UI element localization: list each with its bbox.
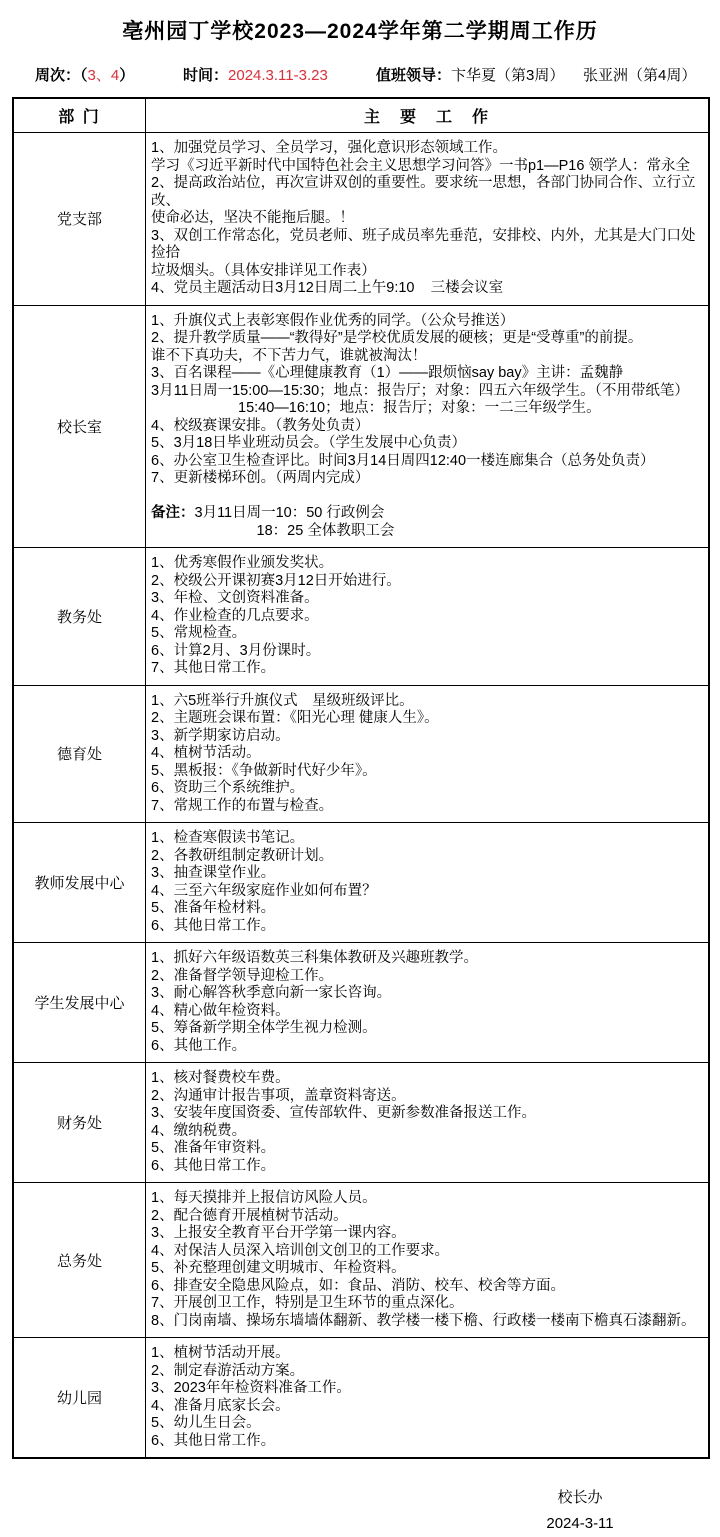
work-line: 1、优秀寒假作业颁发奖状。 [151,555,334,571]
work-line: 学习《习近平新时代中国特色社会主义思想学习问答》一书p1—P16 领学人：常永全 [151,157,690,174]
table-row [13,1063,709,1183]
work-line: 4、对保洁人员深入培训创文创卫的工作要求。 [151,1242,450,1259]
work-line: 1、核对餐费校车费。 [151,1070,290,1086]
work-line: 8、门岗南墙、操场东墙墙体翻新、教学楼一楼下檐、行政楼一楼南下檐真石漆翻新。 [151,1312,696,1329]
work-line: 5、准备年审资料。 [151,1140,276,1156]
work-line: 4、精心做年检资料。 [151,1002,290,1019]
work-line: 3、安装年度国资委、宣传部软件、更新参数准备报送工作。 [151,1105,537,1121]
work-line: 6、其他日常工作。 [151,1157,276,1174]
work-line: 6、其他工作。 [151,1037,247,1054]
department-cell: 教师发展中心 [13,823,146,943]
table-row [13,548,709,686]
work-items-cell [146,133,710,306]
work-items-cell [146,548,710,686]
work-line: 7、更新楼梯环创。（两周内完成） [151,470,370,486]
work-line: 18：25 全体教职工会 [151,522,395,539]
work-line: 3、耐心解答秋季意向新一家长咨询。 [151,985,392,1001]
work-line: 1、植树节活动开展。 [151,1345,290,1361]
work-line: 6、其他日常工作。 [151,917,276,934]
work-line: 1、加强党员学习、全员学习，强化意识形态领域工作。 [151,140,508,156]
table-row [13,133,709,306]
table-row [13,943,709,1063]
signature-office: 校长办 [557,1489,603,1506]
work-line: 5、3月18日毕业班动员会。（学生发展中心负责） [151,435,467,451]
work-line: 4、校级赛课安排。（教务处负责） [151,417,370,434]
department-column-header: 部 门 [13,98,146,133]
department-cell: 幼儿园 [13,1338,146,1459]
department-cell: 教务处 [13,548,146,686]
work-line: 2、准备督学领导迎检工作。 [151,967,334,984]
department-cell: 校长室 [13,305,146,548]
table-row [13,685,709,823]
work-line: 4、作业检查的几点要求。 [151,607,319,624]
signature-block [500,1485,660,1537]
page-title: 亳州园丁学校2023—2024学年第二学期周工作历 [122,20,598,43]
work-line: 1、升旗仪式上表彰寒假作业优秀的同学。（公众号推送） [151,312,515,329]
work-line: 5、准备年检材料。 [151,900,276,916]
work-line: 2、主题班会课布置：《阳光心理 健康人生》。 [151,710,439,726]
work-line: 6、计算2月、3月份课时。 [151,642,321,659]
meta-row [0,64,720,86]
work-line: 4、三至六年级家庭作业如何布置？ [151,882,377,899]
table-row [13,305,709,548]
work-items-cell [146,305,710,548]
work-line: 6、办公室卫生检查评比。时间3月14日周四12:40一楼连廊集合（总务处负责） [151,452,655,469]
work-line: 5、常规检查。 [151,625,247,641]
signature-date: 2024-3-11 [546,1515,614,1532]
work-line: 3、上报安全教育平台开学第一课内容。 [151,1225,406,1241]
work-line: 4、准备月底家长会。 [151,1397,290,1414]
department-cell: 财务处 [13,1063,146,1183]
work-line: 3、年检、文创资料准备。 [151,590,319,606]
department-cell: 党支部 [13,133,146,306]
work-table-body [13,133,709,1459]
work-line: 垃圾烟头。（具体安排详见工作表） [151,262,376,279]
work-line: 2、提升教学质量——“教得好”是学校优质发展的硬核；更是“受尊重”的前提。 [151,330,643,346]
work-line: 2、配合德育开展植树节活动。 [151,1207,348,1224]
work-items-cell [146,943,710,1063]
work-line: 5、幼儿生日会。 [151,1415,261,1431]
work-items-cell [146,1063,710,1183]
table-row [13,1338,709,1459]
work-line: 4、缴纳税费。 [151,1122,247,1139]
work-items-cell [146,685,710,823]
work-line: 15:40—16:10；地点：报告厅；对象：一二三年级学生。 [151,400,601,416]
main-work-column-header: 主 要 工 作 [146,98,710,133]
work-line: 5、筹备新学期全体学生视力检测。 [151,1020,377,1036]
work-line: 备注：3月11日周一10：50 行政例会 [151,505,385,521]
work-line: 2、各教研组制定教研计划。 [151,847,334,864]
work-line: 2、沟通审计报告事项，盖章资料寄送。 [151,1087,406,1104]
work-line: 2、提高政治站位，再次宣讲双创的重要性。要求统一思想，各部门协同合作、立行立改、 [151,175,696,209]
department-cell: 学生发展中心 [13,943,146,1063]
work-line: 3、抽查课堂作业。 [151,865,276,881]
work-line: 7、常规工作的布置与检查。 [151,797,334,814]
work-line: 1、每天摸排并上报信访风险人员。 [151,1190,377,1206]
work-line: 使命必达，坚决不能拖后腿。！ [151,210,354,226]
work-line: 4、植树节活动。 [151,745,261,761]
work-schedule-table [12,97,710,1459]
work-line: 2、制定春游活动方案。 [151,1362,305,1379]
work-line [151,488,704,506]
work-line: 1、检查寒假读书笔记。 [151,830,305,846]
work-line: 7、其他日常工作。 [151,660,276,676]
work-line: 5、补充整理创建文明城市、年检资料。 [151,1260,406,1276]
work-line: 7、开展创卫工作，特别是卫生环节的重点深化。 [151,1295,464,1311]
week-number: 周次：（3、4） [35,67,135,84]
table-header-row [13,98,709,133]
duty-leader-week3: 值班领导：卞华夏（第3周） [376,67,565,84]
work-line: 3、新学期家访启动。 [151,727,290,744]
date-range: 时间：2024.3.11-3.23 [183,67,328,84]
work-line: 3、百名课程——《心理健康教育（1）——跟烦恼say bay》主讲：孟魏静 [151,365,624,381]
work-line: 2、校级公开课初赛3月12日开始进行。 [151,572,401,589]
table-row [13,1183,709,1338]
work-items-cell [146,823,710,943]
department-cell: 德育处 [13,685,146,823]
work-line: 6、资助三个系统维护。 [151,780,305,796]
work-items-cell [146,1183,710,1338]
table-row [13,823,709,943]
work-line: 5、黑板报：《争做新时代好少年》。 [151,762,377,779]
work-line: 3月11日周一15:00—15:30；地点：报告厅；对象：四五六年级学生。（不用带纸笔） [151,382,689,399]
work-line: 6、排查安全隐患风险点，如：食品、消防、校车、校舍等方面。 [151,1277,566,1294]
work-line: 谁不下真功夫，不下苦力气，谁就被淘汰！ [151,347,427,364]
work-items-cell [146,1338,710,1459]
work-line: 6、其他日常工作。 [151,1432,276,1449]
work-line: 3、2023年年检资料准备工作。 [151,1380,351,1396]
work-line: 3、双创工作常态化，党员老师、班子成员率先垂范，安排校、内外，尤其是大门口处捡拾 [151,227,696,261]
work-line: 1、抓好六年级语数英三科集体教研及兴趣班教学。 [151,950,479,966]
work-line: 1、六5班举行升旗仪式 星级班级评比。 [151,692,414,709]
work-line: 4、党员主题活动日3月12日周二上午9:10 三楼会议室 [151,280,504,296]
duty-leader-week4: 张亚洲（第4周） [583,67,697,84]
department-cell: 总务处 [13,1183,146,1338]
